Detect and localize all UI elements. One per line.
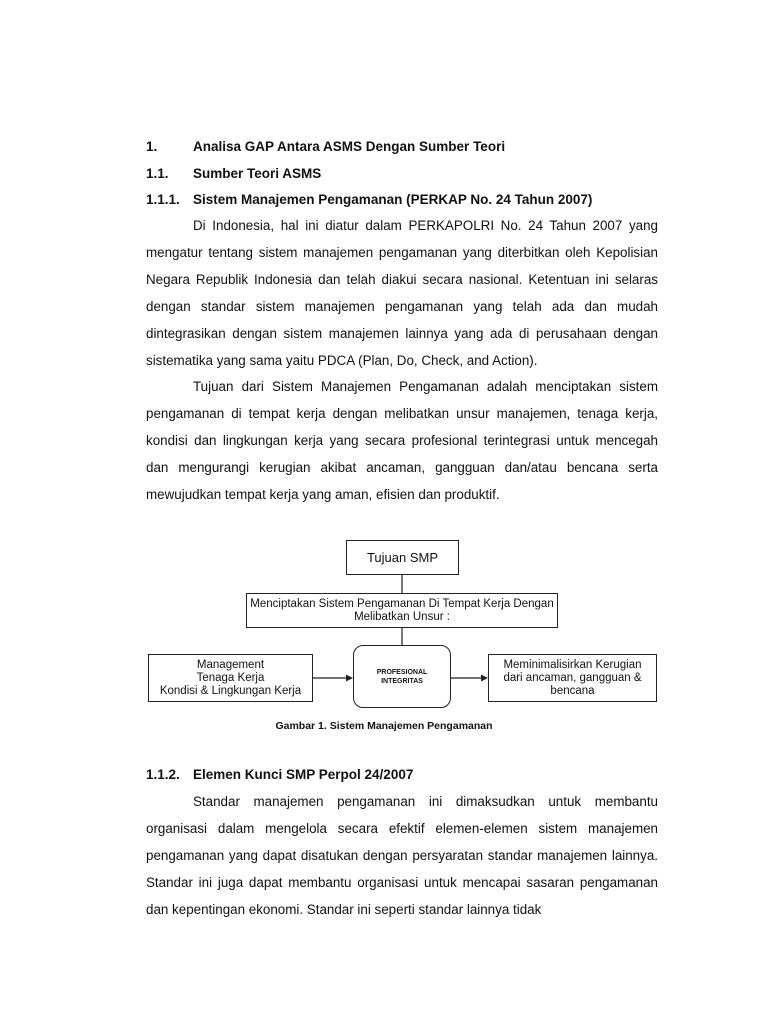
center-line-2: INTEGRITAS [381, 677, 423, 685]
elements-box [148, 654, 313, 702]
heading-number: 1.1. [146, 166, 169, 181]
paragraph-tujuan: Tujuan dari Sistem Manajemen Pengamanan adalah menciptakan sistem pengamanan di tempat kerja dengan melibatkan unsur manajemen, tenaga kerja, kondisi dan lingkungan kerja yang secara profesional terintegrasi untuk mencegah dan mengurangi kerugian akibat ancaman, gangguan dan/atau bencana serta mewujudkan tempat kerja yang aman, efisien dan produktif. [146, 379, 658, 502]
elements-line-3: Kondisi & Lingkungan Kerja [159, 684, 302, 697]
goal-box [346, 540, 459, 575]
elements-line-1: Management [196, 658, 265, 671]
figure-caption: Gambar 1. Sistem Manajemen Pengamanan [275, 720, 493, 732]
outcome-line-3: bencana [550, 684, 595, 697]
elements-line-2: Tenaga Kerja [196, 671, 265, 684]
heading-title: Sistem Manajemen Pengamanan (PERKAP No. 24 Tahun 2007) [193, 192, 593, 207]
purpose-line-1: Menciptakan Sistem Pengamanan Di Tempat Kerja Dengan [250, 597, 554, 610]
heading-number: 1. [146, 139, 158, 154]
purpose-box [246, 593, 558, 628]
center-line-1: PROFESIONAL [376, 668, 428, 676]
heading-1-1-2 [146, 766, 413, 784]
paragraph-standar: Standar manajemen pengamanan ini dimaksudkan untuk membantu organisasi dalam mengelola secara efektif elemen-elemen sistem manajemen pengamanan yang dapat disatukan dengan persyaratan standar manajemen lainnya. Standar ini juga dapat membantu organisasi untuk mencapai sasaran pengamanan dan kepentingan ekonomi. Standar ini seperti standar lainnya tidak [146, 794, 658, 917]
arrowhead-left [346, 675, 353, 682]
outcome-box [488, 654, 657, 702]
profesional-integritas-box [353, 645, 451, 708]
heading-number: 1.1.2. [146, 767, 180, 782]
heading-title: Elemen Kunci SMP Perpol 24/2007 [193, 767, 414, 782]
paragraph-perkapolri: Di Indonesia, hal ini diatur dalam PERKAPOLRI No. 24 Tahun 2007 yang mengatur tentang sistem manajemen pengamanan yang diterbitkan oleh Kepolisian Negara Republik Indonesia dan telah diakui secara nasional. Ketentuan ini selaras dengan standar sistem manajemen pengamanan yang telah ada dan mudah dintegrasikan dengan sistem manajemen lainnya yang ada di perusahaan dengan sistematika yang sama yaitu PDCA (Plan, Do, Check, and Action). [146, 218, 658, 368]
outcome-line-1: Meminimalisirkan Kerugian [503, 658, 642, 671]
heading-title: Analisa GAP Antara ASMS Dengan Sumber Teori [193, 139, 506, 154]
outcome-line-2: dari ancaman, gangguan & [503, 671, 642, 684]
goal-label: Tujuan SMP [366, 550, 439, 565]
heading-title: Sumber Teori ASMS [193, 166, 322, 181]
arrowhead-right [481, 675, 488, 682]
heading-number: 1.1.1. [146, 192, 180, 207]
purpose-line-2: Melibatkan Unsur : [354, 610, 450, 623]
